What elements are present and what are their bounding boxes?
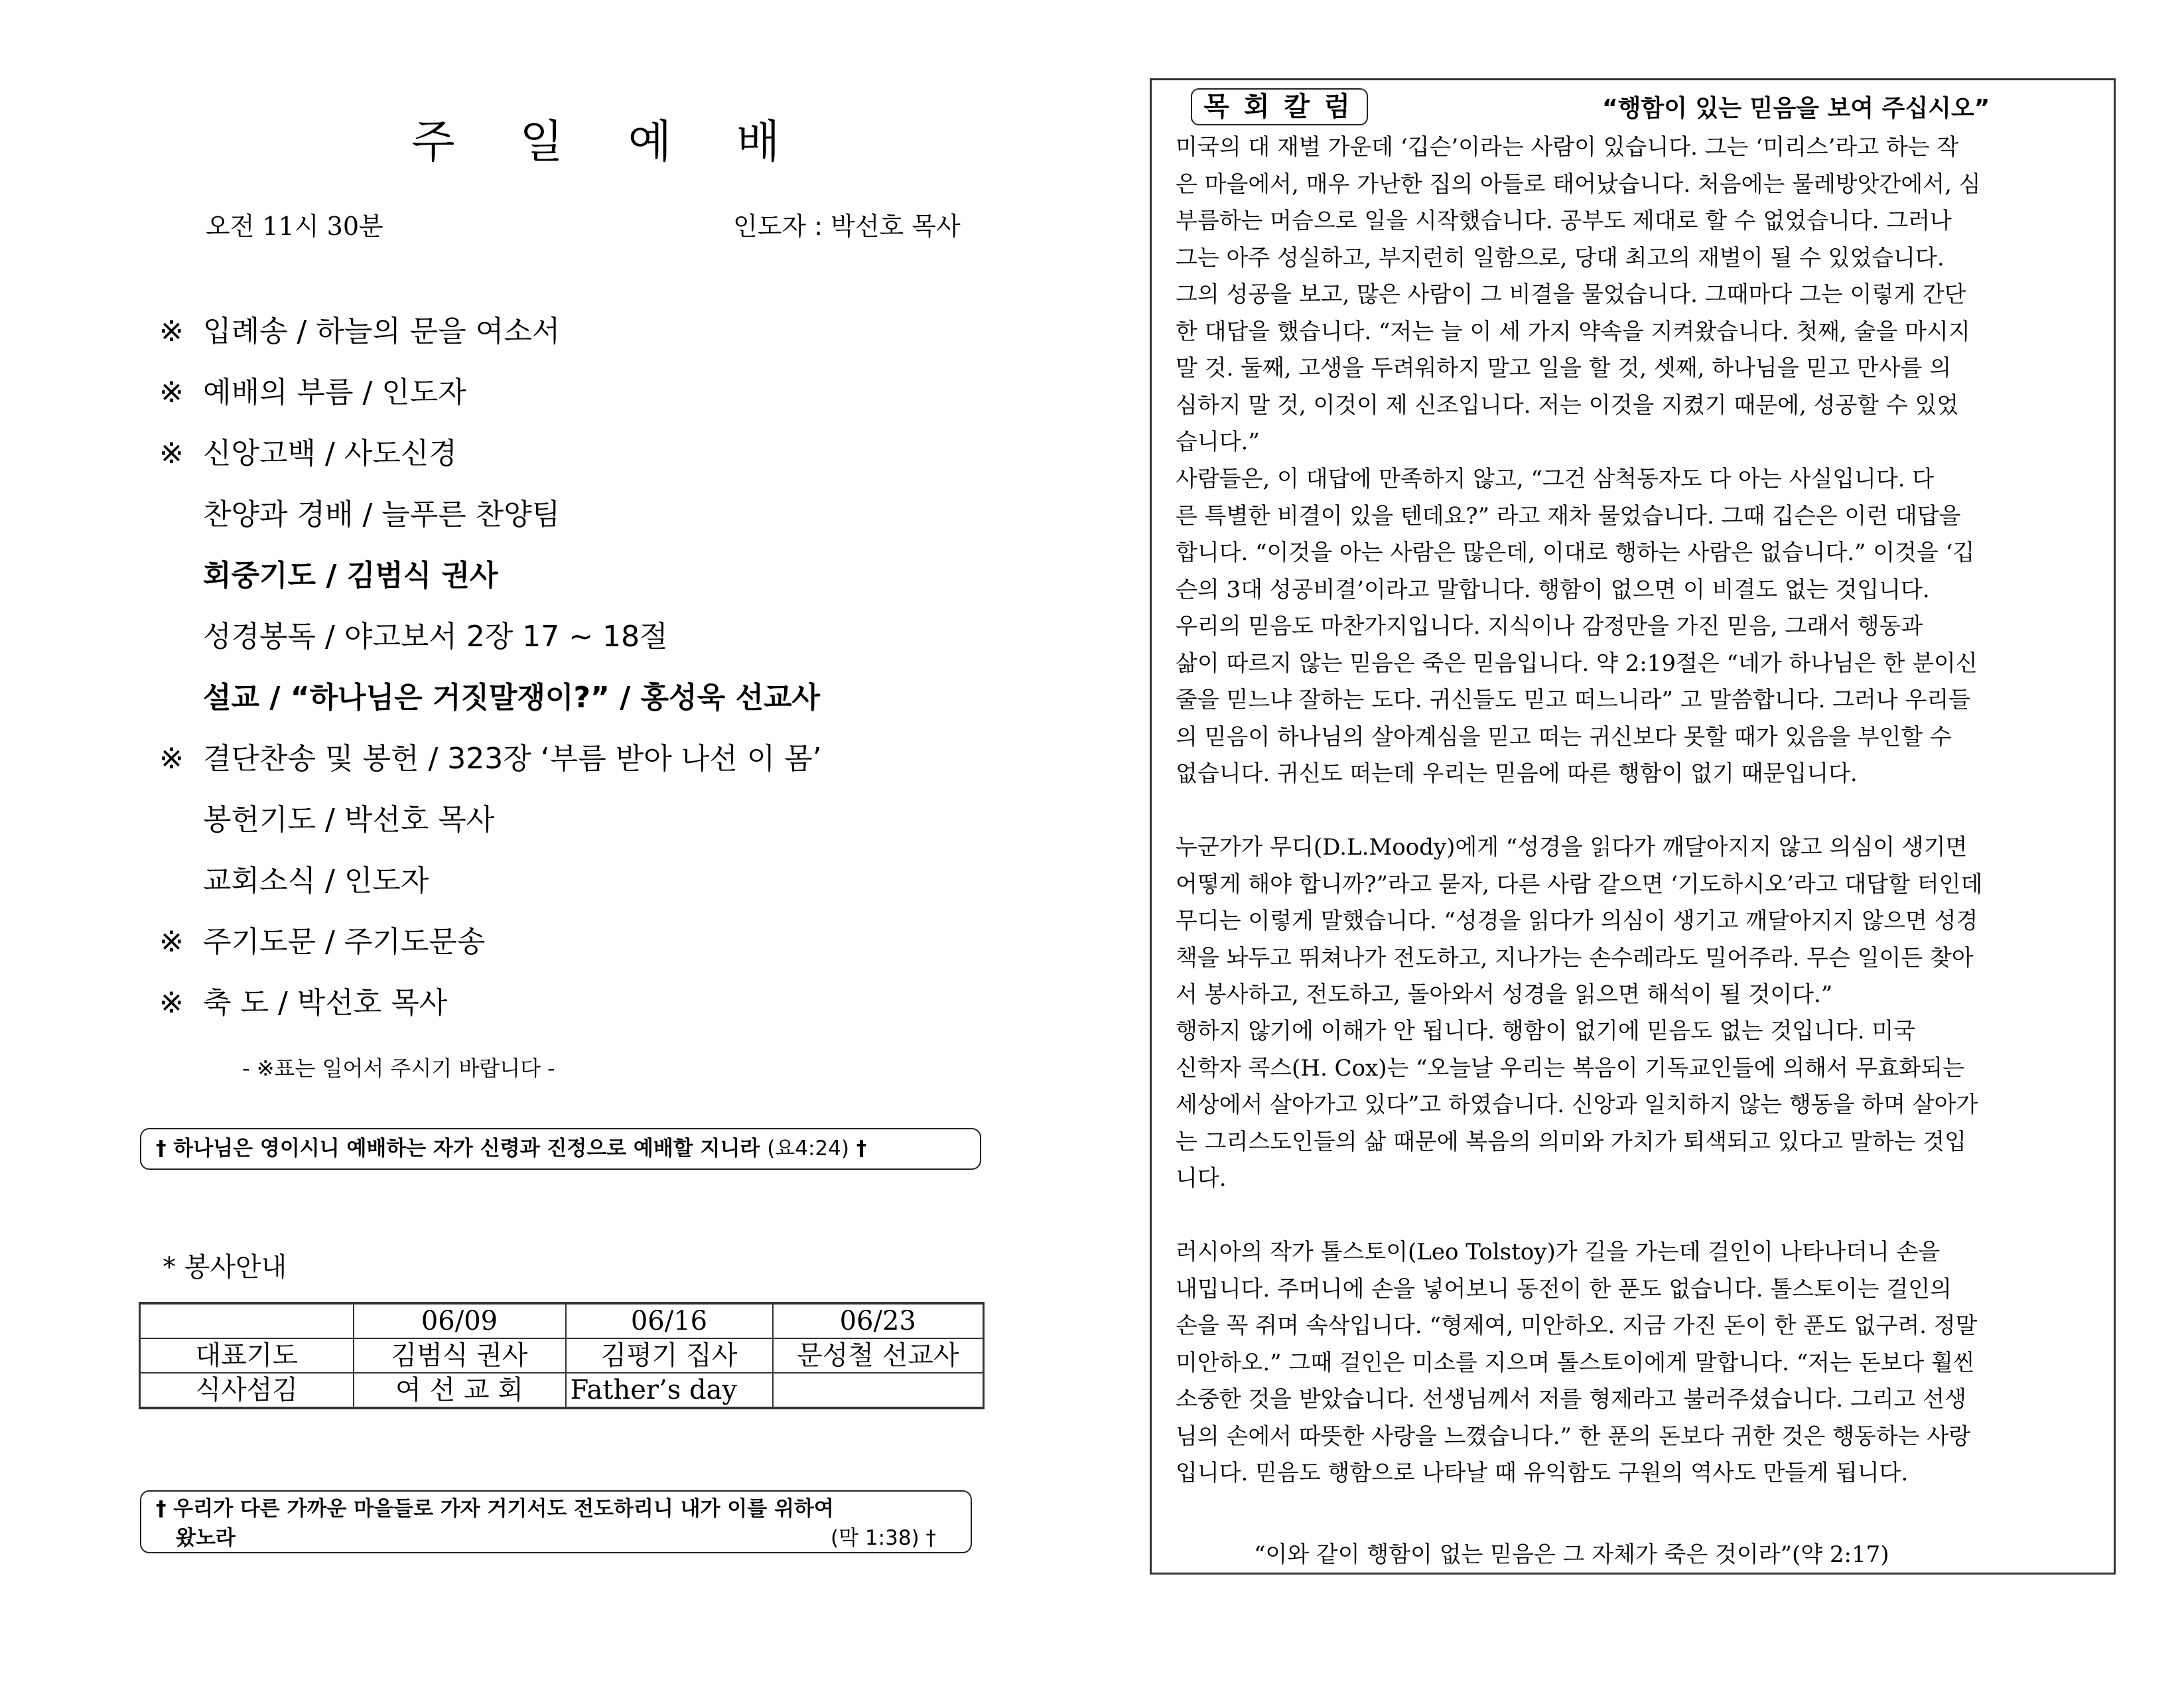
standing-mark-icon: ※ (159, 925, 184, 959)
paragraph-line: 행하지 않기에 이해가 안 됩니다. 행함이 없기에 믿음도 없는 것입니다. 미국 (1176, 1018, 1916, 1044)
column-paragraph (1176, 829, 2116, 1014)
standing-mark-icon: ※ (159, 315, 184, 348)
order-item-text: 교회소식 / 인도자 (203, 864, 429, 898)
service-schedule-table (139, 1302, 985, 1409)
standing-mark-icon: ※ (159, 742, 184, 776)
column-paragraph (1176, 1013, 2116, 1198)
paragraph-line: 말 것. 둘째, 고생을 두려워하지 말고 일을 할 것, 셋째, 하나님을 믿고 만사를 의 (1176, 355, 1952, 382)
paragraph-line: 그의 성공을 보고, 많은 사람이 그 비결을 물었습니다. 그때마다 그는 이렇게 간단 (1176, 281, 1966, 308)
order-item (159, 434, 457, 474)
paragraph-line: 님의 손에서 따뜻한 사랑을 느꼈습니다.” 한 푼의 돈보다 귀한 것은 행동하는 사랑 (1176, 1423, 1971, 1450)
column-paragraph (1176, 1234, 2116, 1492)
table-cell: 여 선 교 회 (354, 1373, 566, 1408)
cross-icon: † (856, 1137, 867, 1161)
standing-mark-icon: ※ (159, 986, 184, 1020)
paragraph-line: 은 마을에서, 매우 가난한 집의 아들로 태어났습니다. 처음에는 물레방앗간에서, 심 (1176, 171, 1981, 198)
table-header-row (140, 1303, 984, 1338)
order-item-text: 입례송 / 하늘의 문을 여소서 (203, 315, 561, 348)
paragraph-line: 심하지 말 것, 이것이 제 신조입니다. 저는 이것을 지켰기 때문에, 성공할 수 있었 (1176, 391, 1959, 419)
order-item (159, 922, 485, 962)
paragraph-line: 내밉니다. 주머니에 손을 넣어보니 동전이 한 푼도 없습니다. 톨스토이는 걸인의 (1176, 1275, 1952, 1303)
paragraph-line: 합니다. “이것을 아는 사람은 많은데, 이대로 행하는 사람은 없습니다.” 이것을 ‘깁 (1176, 539, 1975, 566)
paragraph-line: 소중한 것을 받았습니다. 선생님께서 저를 형제라고 불러주셨습니다. 그리고 선생 (1176, 1386, 1966, 1413)
column-paragraph (1176, 129, 2116, 461)
order-item (159, 312, 560, 352)
order-item-text: 설교 / “하나님은 거짓말쟁이?” / 홍성욱 선교사 (203, 681, 820, 715)
table-cell: 식사섬김 (140, 1373, 354, 1408)
order-item-text: 성경봉독 / 야고보서 2장 17 ~ 18절 (203, 620, 668, 654)
paragraph-line: 손을 꼭 쥐며 속삭입니다. “형제여, 미안하오. 지금 가진 돈이 한 푼도 없구려. 정말 (1176, 1312, 1978, 1339)
paragraph-line: 슨의 3대 성공비결’이라고 말합니다. 행함이 없으면 이 비결도 없는 것입니다. (1176, 576, 1930, 603)
cross-icon: † (156, 1137, 167, 1161)
verse-text: 하나님은 영이시니 예배하는 자가 신령과 진정으로 예배할 지니라 (173, 1137, 760, 1161)
order-item-text: 회중기도 / 김범식 권사 (203, 559, 498, 593)
paragraph-line: 책을 놔두고 뛰쳐나가 전도하고, 지나가는 손수레라도 밀어주라. 무슨 일이든 찾아 (1176, 944, 1974, 971)
table-header-cell: 06/09 (354, 1303, 566, 1338)
paragraph-line: 른 특별한 비결이 있을 텐데요?” 라고 재차 물었습니다. 그때 깁슨은 이런 대답을 (1176, 502, 1961, 529)
paragraph-line: 의 믿음이 하나님의 살아계심을 믿고 떠는 귀신보다 못할 때가 있음을 부인할 수 (1176, 723, 1952, 750)
verse-reference: (요4:24) (767, 1137, 849, 1161)
standing-mark-icon: ※ (159, 437, 184, 470)
verse-box-john-4-24 (140, 1128, 981, 1170)
order-item-text: 신앙고백 / 사도신경 (203, 437, 457, 470)
table-cell: 문성철 선교사 (773, 1338, 984, 1373)
table-row (140, 1373, 984, 1408)
order-item (159, 800, 494, 840)
order-item (159, 739, 822, 779)
paragraph-line: 습니다.” (1176, 429, 1260, 455)
paragraph-line: 줄을 믿느냐 잘하는 도다. 귀신들도 믿고 떠느니라” 고 말씀합니다. 그러나 우리들 (1176, 687, 1971, 713)
cross-icon: † (156, 1497, 167, 1521)
order-item (159, 373, 466, 413)
order-item (159, 861, 429, 901)
column-title: “행함이 있는 믿음을 보여 주십시오” (1602, 95, 1990, 122)
closing-verse: “이와 같이 행함이 없는 믿음은 그 자체가 죽은 것이라”(약 2:17) (1254, 1541, 1889, 1568)
table-cell: 김범식 권사 (354, 1338, 566, 1373)
table-cell: 대표기도 (140, 1338, 354, 1373)
paragraph-line: 서 봉사하고, 전도하고, 돌아와서 성경을 읽으면 해석이 될 것이다.” (1176, 981, 1833, 1008)
order-item-text: 예배의 부름 / 인도자 (203, 376, 466, 409)
paragraph-line: 어떻게 해야 합니까?”라고 묻자, 다른 사람 같으면 ‘기도하시오’라고 대답할 터인데 (1176, 871, 1983, 898)
paragraph-line: 부름하는 머슴으로 일을 시작했습니다. 공부도 제대로 할 수 없었습니다. 그러나 (1176, 208, 1952, 234)
column-paragraph (1176, 461, 2116, 608)
order-item-text: 찬양과 경배 / 늘푸른 찬양팀 (203, 498, 561, 531)
service-title: 주 일 예 배 (411, 116, 805, 169)
paragraph-line: 입니다. 믿음도 행함으로 나타날 때 유익함도 구원의 역사도 만들게 됩니다. (1176, 1460, 1909, 1486)
order-item (159, 495, 560, 535)
paragraph-line: 사람들은, 이 대답에 만족하지 않고, “그건 삼척동자도 다 아는 사실입니다. 다 (1176, 466, 1935, 492)
paragraph-line: 무디는 이렇게 말했습니다. “성경을 읽다가 의심이 생기고 깨달아지지 않으면 성경 (1176, 908, 1978, 934)
table-header-cell (140, 1303, 354, 1338)
table-cell (773, 1373, 984, 1408)
paragraph-line: 우리의 믿음도 마찬가지입니다. 지식이나 감정만을 가진 믿음, 그래서 행동과 (1176, 613, 1923, 640)
table-row (140, 1338, 984, 1373)
order-item (159, 617, 668, 657)
paragraph-line: 삶이 따르지 않는 믿음은 죽은 믿음입니다. 약 2:19절은 “네가 하나님은 한 분이신 (1176, 650, 1978, 677)
standing-note: - ※표는 일어서 주시기 바랍니다 - (242, 1056, 555, 1081)
paragraph-line: 는 그리스도인들의 삶 때문에 복음의 의미와 가치가 퇴색되고 있다고 말하는 것입 (1176, 1128, 1966, 1155)
paragraph-line: 없습니다. 귀신도 떠는데 우리는 믿음에 따른 행함이 없기 때문입니다. (1176, 760, 1858, 787)
paragraph-line: 러시아의 작가 톨스토이(Leo Tolstoy)가 길을 가는데 걸인이 나타나더니 손을 (1176, 1239, 1941, 1265)
paragraph-line: 미국의 대 재벌 가운데 ‘깁슨’이라는 사람이 있습니다. 그는 ‘미리스’라고 하는 작 (1176, 134, 1959, 161)
order-item-text: 주기도문 / 주기도문송 (203, 925, 486, 959)
paragraph-line: 그는 아주 성실하고, 부지런히 일함으로, 당대 최고의 재벌이 될 수 있었습니다. (1176, 244, 1945, 271)
order-item (159, 983, 447, 1023)
order-item (159, 556, 498, 596)
paragraph-line: 세상에서 살아가고 있다”고 하였습니다. 신앙과 일치하지 않는 행동을 하며 살아가 (1176, 1092, 1978, 1118)
service-leader: 인도자 : 박선호 목사 (733, 212, 961, 241)
table-cell: 김평기 집사 (566, 1338, 773, 1373)
column-label: 목회칼럼 (1191, 88, 1368, 125)
paragraph-line: 미안하오.” 그때 걸인은 미소를 지으며 톨스토이에게 말합니다. “저는 돈보다 훨씬 (1176, 1349, 1975, 1376)
order-item (159, 678, 820, 718)
standing-mark-icon: ※ (159, 376, 184, 409)
paragraph-line: 신학자 콕스(H. Cox)는 “오늘날 우리는 복음이 기독교인들에 의해서 무효화되는 (1176, 1054, 1964, 1082)
order-item-text: 결단찬송 및 봉헌 / 323장 ‘부름 받아 나선 이 몸’ (203, 742, 822, 776)
paragraph-line: 누군가가 무디(D.L.Moody)에게 “성경을 읽다가 깨달아지지 않고 의심이 생기면 (1176, 834, 1968, 861)
table-header-cell: 06/16 (566, 1303, 773, 1338)
verse-reference: (막 1:38) (831, 1526, 920, 1550)
table-header-cell: 06/23 (773, 1303, 984, 1338)
verse-text-line-2: 왔노라 (176, 1526, 236, 1550)
verse-text-line-1: 우리가 다른 가까운 마을들로 가자 거기서도 전도하리니 내가 이를 위하여 (173, 1497, 834, 1521)
order-item-text: 축 도 / 박선호 목사 (203, 986, 448, 1020)
paragraph-line: 니다. (1176, 1165, 1227, 1192)
cross-icon: † (925, 1526, 936, 1550)
table-cell: Father’s day (566, 1373, 773, 1408)
column-paragraph (1176, 608, 2116, 793)
paragraph-line: 한 대답을 했습니다. “저는 늘 이 세 가지 약속을 지켜왔습니다. 첫째, 술을 마시지 (1176, 318, 1970, 345)
service-schedule-title: * 봉사안내 (163, 1252, 287, 1283)
verse-box-mark-1-38 (140, 1490, 972, 1553)
order-item-text: 봉헌기도 / 박선호 목사 (203, 803, 495, 837)
service-time: 오전 11시 30분 (206, 212, 383, 241)
